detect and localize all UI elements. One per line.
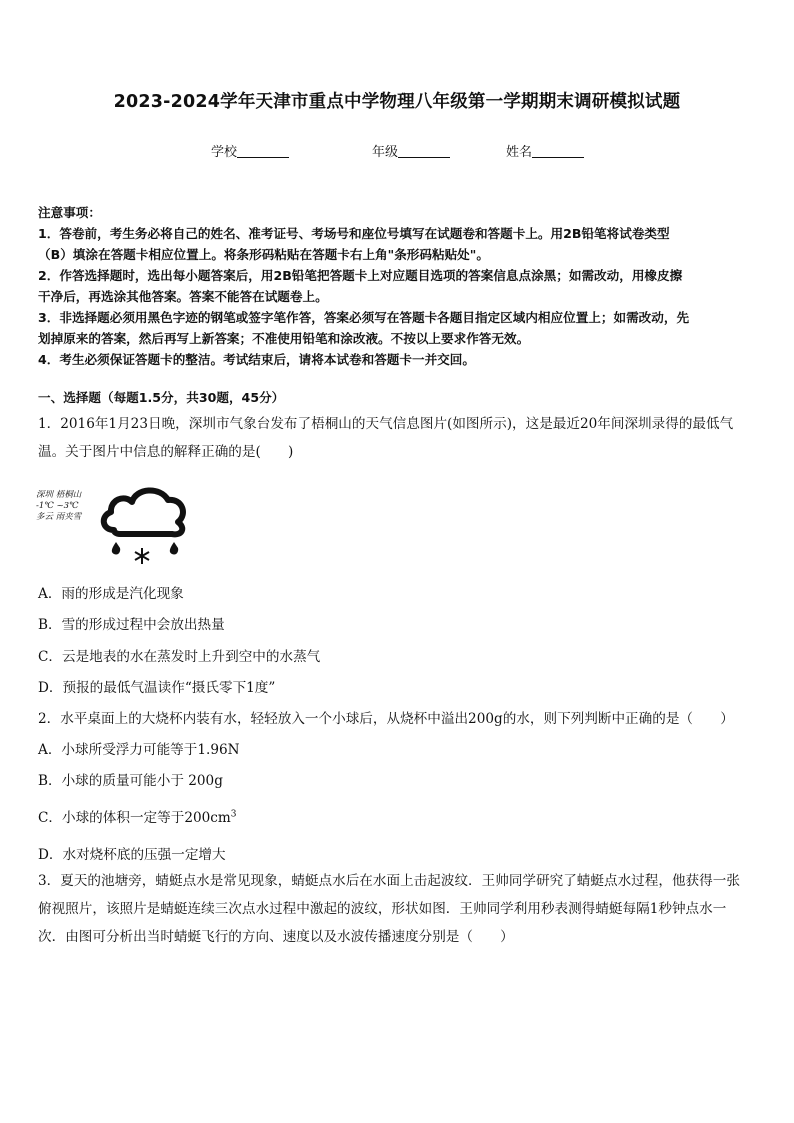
question-3-stem: [38, 867, 760, 951]
question-2-option-b: B．小球的质量可能小于 200g: [38, 773, 223, 789]
cloud-icon: [36, 478, 186, 568]
question-2-option-a: A．小球所受浮力可能等于1.96N: [38, 742, 240, 758]
question-1-option-b: B．雪的形成过程中会放出热量: [38, 617, 225, 633]
superscript: 3: [230, 809, 237, 820]
notes-line: 1．答卷前，考生务必将自己的姓名、准考证号、考场号和座位号填写在试题卷和答题卡上。用2B铅笔将试卷类型: [38, 226, 670, 241]
question-2-stem: 2．水平桌面上的大烧杯内装有水，轻轻放入一个小球后，从烧杯中溢出200g的水，则下列判断中正确的是（ ）: [38, 711, 734, 727]
notes: [38, 202, 760, 370]
question-1-option-c: C．云是地表的水在蒸发时上升到空中的水蒸气: [38, 649, 321, 665]
name-label: 姓名: [506, 145, 533, 160]
section-heading: 一、选择题（每题1.5分，共30题，45分）: [38, 390, 285, 405]
weather-condition: 多云 雨夹雪: [36, 512, 82, 522]
question-2-option-d: D．水对烧杯底的压强一定增大: [38, 847, 226, 863]
notes-line: 3．非选择题必须用黑色字迹的钢笔或签字笔作答，答案必须写在答题卡各题目指定区域内相应位置上；如需改动，先: [38, 310, 690, 325]
snowflake-icon: [135, 548, 149, 564]
question-line: 温。关于图片中信息的解释正确的是( ): [38, 444, 294, 460]
question-line: 1．2016年1月23日晚，深圳市气象台发布了梧桐山的天气信息图片(如图所示)，这是最近20年间深圳录得的最低气: [38, 416, 734, 432]
grade-label: 年级: [372, 145, 399, 160]
question-1-stem: [38, 410, 760, 466]
notes-line: 4．考生必须保证答题卡的整洁。考试结束后，请将本试卷和答题卡一并交回。: [38, 352, 475, 367]
question-1-option-d: D．预报的最低气温读作“摄氏零下1度”: [38, 680, 276, 696]
notes-line: 干净后，再选涂其他答案。答案不能答在试题卷上。: [38, 289, 328, 304]
question-2-option-c-text: C．小球的体积一定等于200cm: [38, 810, 231, 826]
page-title: 2023-2024学年天津市重点中学物理八年级第一学期期末调研模拟试题: [113, 92, 681, 112]
notes-line: 2．作答选择题时，选出每小题答案后，用2B铅笔把答题卡上对应题目选项的答案信息点涂黑；如需改动，用橡皮擦: [38, 268, 683, 283]
grade-blank: [398, 144, 450, 158]
school-label: 学校: [211, 145, 238, 160]
school-field: [211, 141, 289, 160]
question-line: 3．夏天的池塘旁，蜻蜓点水是常见现象，蜻蜓点水后在水面上击起波纹．王帅同学研究了蜻蜓点水过程，他获得一张: [38, 873, 740, 889]
weather-image: [36, 478, 186, 568]
notes-heading: 注意事项：: [38, 205, 101, 220]
question-1-option-a: A．雨的形成是汽化现象: [38, 586, 184, 602]
raindrop-icon: [170, 542, 178, 555]
question-line: 次．由图可分析出当时蜻蜓飞行的方向、速度以及水波传播速度分别是（ ）: [38, 929, 514, 945]
name-field: [506, 141, 584, 160]
weather-location: 深圳 梧桐山: [36, 490, 82, 500]
weather-temperature: -1℃ ~3℃: [36, 501, 79, 511]
name-blank: [532, 144, 584, 158]
school-blank: [237, 144, 289, 158]
grade-field: [372, 141, 450, 160]
notes-line: （B）填涂在答题卡相应位置上。将条形码粘贴在答题卡右上角"条形码粘贴处"。: [38, 247, 489, 262]
raindrop-icon: [112, 542, 120, 555]
notes-line: 划掉原来的答案，然后再写上新答案；不准使用铅笔和涂改液。不按以上要求作答无效。: [38, 331, 530, 346]
question-line: 俯视照片，该照片是蜻蜓连续三次点水过程中激起的波纹，形状如图．王帅同学利用秒表测得蜻蜓每隔1秒钟点水一: [38, 901, 727, 917]
question-2-option-c: [38, 806, 237, 826]
